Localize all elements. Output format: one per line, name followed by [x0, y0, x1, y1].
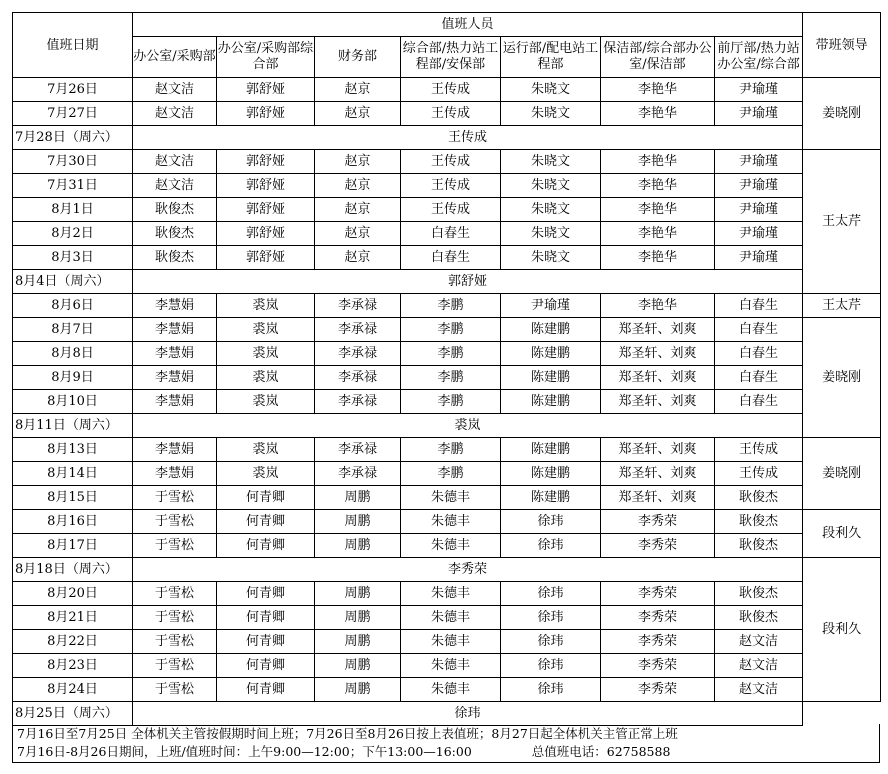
staff-cell: 尹瑜瑾 — [715, 150, 803, 174]
table-row — [13, 582, 881, 606]
staff-cell: 于雪松 — [133, 678, 217, 702]
date-cell: 8月16日 — [13, 510, 133, 534]
staff-cell: 朱晓文 — [501, 78, 601, 102]
staff-cell: 郭舒娅 — [217, 198, 315, 222]
date-cell: 8月3日 — [13, 246, 133, 270]
staff-cell: 李艳华 — [601, 198, 715, 222]
staff-cell: 尹瑜瑾 — [501, 294, 601, 318]
staff-cell: 李慧娟 — [133, 390, 217, 414]
table-row — [13, 366, 881, 390]
date-cell: 8月20日 — [13, 582, 133, 606]
staff-cell: 何青卿 — [217, 486, 315, 510]
staff-cell: 李慧娟 — [133, 318, 217, 342]
staff-cell: 徐玮 — [501, 534, 601, 558]
staff-cell: 赵文洁 — [715, 630, 803, 654]
staff-cell: 赵文洁 — [715, 654, 803, 678]
staff-cell: 赵文洁 — [133, 150, 217, 174]
table-row — [13, 390, 881, 414]
note-hours: 7月16日-8月26日期间，上班/值班时间：上午9:00—12:00；下午13:00—16:00 — [17, 744, 472, 759]
staff-cell: 李鹏 — [401, 438, 501, 462]
weekend-date-cell: 8月11日（周六） — [13, 414, 133, 438]
staff-cell: 耿俊杰 — [133, 222, 217, 246]
staff-cell: 耿俊杰 — [715, 606, 803, 630]
staff-cell: 何青卿 — [217, 510, 315, 534]
staff-cell: 耿俊杰 — [715, 582, 803, 606]
staff-cell: 李秀荣 — [601, 606, 715, 630]
roster-notes — [12, 724, 880, 763]
staff-cell: 耿俊杰 — [715, 510, 803, 534]
leader-cell: 姜晓刚 — [803, 78, 881, 150]
staff-cell: 王传成 — [715, 438, 803, 462]
staff-cell: 朱德丰 — [401, 534, 501, 558]
staff-cell: 何青卿 — [217, 678, 315, 702]
staff-cell: 朱德丰 — [401, 510, 501, 534]
date-cell: 8月14日 — [13, 462, 133, 486]
staff-cell: 周鹏 — [315, 510, 401, 534]
table-row — [13, 606, 881, 630]
staff-cell: 尹瑜瑾 — [715, 102, 803, 126]
staff-cell: 李秀荣 — [601, 678, 715, 702]
staff-cell: 于雪松 — [133, 630, 217, 654]
staff-cell: 白春生 — [715, 318, 803, 342]
staff-cell: 裘岚 — [217, 438, 315, 462]
staff-cell: 白春生 — [715, 366, 803, 390]
column-header-dept: 保洁部/综合部办公室/保洁部 — [601, 37, 715, 78]
staff-cell: 赵京 — [315, 222, 401, 246]
weekend-row — [13, 702, 881, 726]
staff-cell: 赵文洁 — [133, 78, 217, 102]
staff-cell: 尹瑜瑾 — [715, 174, 803, 198]
staff-cell: 李鹏 — [401, 462, 501, 486]
staff-cell: 耿俊杰 — [715, 534, 803, 558]
staff-cell: 王传成 — [401, 198, 501, 222]
table-row — [13, 438, 881, 462]
staff-cell: 朱德丰 — [401, 606, 501, 630]
column-header-leader: 带班领导 — [803, 13, 881, 78]
staff-cell: 李秀荣 — [601, 630, 715, 654]
date-cell: 8月22日 — [13, 630, 133, 654]
staff-cell: 陈建鹏 — [501, 318, 601, 342]
staff-cell: 裘岚 — [217, 390, 315, 414]
staff-cell: 王传成 — [715, 462, 803, 486]
date-cell: 8月7日 — [13, 318, 133, 342]
staff-cell: 李承禄 — [315, 294, 401, 318]
column-header-dept: 综合部/热力站工程部/安保部 — [401, 37, 501, 78]
staff-cell: 郭舒娅 — [217, 150, 315, 174]
staff-cell: 王传成 — [401, 150, 501, 174]
staff-cell: 裘岚 — [217, 462, 315, 486]
staff-cell: 李慧娟 — [133, 342, 217, 366]
date-cell: 8月1日 — [13, 198, 133, 222]
staff-cell: 李艳华 — [601, 294, 715, 318]
staff-cell: 郭舒娅 — [217, 246, 315, 270]
staff-cell: 李承禄 — [315, 462, 401, 486]
staff-cell: 李秀荣 — [601, 534, 715, 558]
date-cell: 8月10日 — [13, 390, 133, 414]
leader-cell: 段利久 — [803, 558, 881, 702]
header-row — [13, 13, 881, 37]
column-header-dept: 前厅部/热力站办公室/综合部 — [715, 37, 803, 78]
staff-cell: 于雪松 — [133, 606, 217, 630]
column-header-dept: 办公室/采购部综合部 — [217, 37, 315, 78]
staff-cell: 郑圣轩、刘爽 — [601, 390, 715, 414]
date-cell: 8月17日 — [13, 534, 133, 558]
staff-cell: 尹瑜瑾 — [715, 246, 803, 270]
staff-cell: 王传成 — [401, 78, 501, 102]
staff-cell: 朱德丰 — [401, 486, 501, 510]
staff-cell: 赵文洁 — [133, 174, 217, 198]
weekend-date-cell: 7月28日（周六） — [13, 126, 133, 150]
staff-cell: 郑圣轩、刘爽 — [601, 366, 715, 390]
staff-cell: 周鹏 — [315, 654, 401, 678]
staff-cell: 朱德丰 — [401, 654, 501, 678]
date-cell: 7月31日 — [13, 174, 133, 198]
staff-cell: 陈建鹏 — [501, 486, 601, 510]
staff-cell: 耿俊杰 — [133, 246, 217, 270]
staff-cell: 于雪松 — [133, 534, 217, 558]
table-row — [13, 318, 881, 342]
staff-cell: 周鹏 — [315, 678, 401, 702]
weekend-duty-person: 徐玮 — [133, 702, 803, 726]
staff-cell: 郭舒娅 — [217, 222, 315, 246]
table-row — [13, 294, 881, 318]
staff-cell: 李秀荣 — [601, 582, 715, 606]
weekend-date-cell: 8月18日（周六） — [13, 558, 133, 582]
staff-cell: 徐玮 — [501, 606, 601, 630]
leader-cell: 姜晓刚 — [803, 438, 881, 510]
weekend-row — [13, 270, 881, 294]
leader-cell: 姜晓刚 — [803, 318, 881, 438]
column-header-dept: 运行部/配电站工程部 — [501, 37, 601, 78]
staff-cell: 赵京 — [315, 246, 401, 270]
staff-cell: 李慧娟 — [133, 366, 217, 390]
staff-cell: 何青卿 — [217, 582, 315, 606]
staff-cell: 徐玮 — [501, 654, 601, 678]
staff-cell: 李承禄 — [315, 342, 401, 366]
staff-cell: 李艳华 — [601, 78, 715, 102]
staff-cell: 尹瑜瑾 — [715, 222, 803, 246]
note-hotline: 总值班电话：62758588 — [531, 744, 671, 759]
staff-cell: 裘岚 — [217, 342, 315, 366]
staff-cell: 尹瑜瑾 — [715, 78, 803, 102]
note-hours-line — [17, 743, 879, 761]
staff-cell: 郑圣轩、刘爽 — [601, 438, 715, 462]
staff-cell: 郭舒娅 — [217, 174, 315, 198]
table-row — [13, 198, 881, 222]
staff-cell: 李鹏 — [401, 366, 501, 390]
staff-cell: 李艳华 — [601, 246, 715, 270]
staff-cell: 周鹏 — [315, 486, 401, 510]
date-cell: 8月13日 — [13, 438, 133, 462]
staff-cell: 徐玮 — [501, 582, 601, 606]
staff-cell: 李鹏 — [401, 318, 501, 342]
staff-cell: 朱德丰 — [401, 678, 501, 702]
staff-cell: 陈建鹏 — [501, 438, 601, 462]
date-cell: 8月8日 — [13, 342, 133, 366]
table-row — [13, 222, 881, 246]
leader-cell: 王太芹 — [803, 150, 881, 294]
date-cell: 8月6日 — [13, 294, 133, 318]
date-cell: 8月9日 — [13, 366, 133, 390]
staff-cell: 李艳华 — [601, 102, 715, 126]
date-cell: 8月23日 — [13, 654, 133, 678]
staff-cell: 陈建鹏 — [501, 342, 601, 366]
leader-cell: 王太芹 — [803, 294, 881, 318]
staff-cell: 徐玮 — [501, 630, 601, 654]
leader-cell: 段利久 — [803, 510, 881, 558]
staff-cell: 王传成 — [401, 102, 501, 126]
date-cell: 8月2日 — [13, 222, 133, 246]
staff-cell: 郑圣轩、刘爽 — [601, 486, 715, 510]
staff-cell: 郑圣轩、刘爽 — [601, 318, 715, 342]
note-schedule: 7月16日至7月25日 全体机关主管按假期时间上班；7月26日至8月26日按上表值班；8月27日起全体机关主管正常上班 — [17, 726, 678, 741]
table-row — [13, 654, 881, 678]
duty-roster-table — [12, 12, 881, 726]
table-row — [13, 486, 881, 510]
staff-cell: 李秀荣 — [601, 510, 715, 534]
staff-cell: 赵文洁 — [133, 102, 217, 126]
weekend-duty-person: 王传成 — [133, 126, 803, 150]
staff-cell: 陈建鹏 — [501, 390, 601, 414]
table-row — [13, 630, 881, 654]
staff-cell: 李艳华 — [601, 222, 715, 246]
staff-cell: 李承禄 — [315, 318, 401, 342]
staff-cell: 何青卿 — [217, 534, 315, 558]
staff-cell: 于雪松 — [133, 510, 217, 534]
staff-cell: 裘岚 — [217, 366, 315, 390]
table-row — [13, 678, 881, 702]
table-row — [13, 78, 881, 102]
staff-cell: 耿俊杰 — [133, 198, 217, 222]
column-header-date: 值班日期 — [13, 13, 133, 78]
staff-cell: 陈建鹏 — [501, 462, 601, 486]
weekend-row — [13, 558, 881, 582]
staff-cell: 于雪松 — [133, 654, 217, 678]
staff-cell: 朱晓文 — [501, 198, 601, 222]
staff-cell: 周鹏 — [315, 606, 401, 630]
staff-cell: 郭舒娅 — [217, 102, 315, 126]
date-cell: 7月27日 — [13, 102, 133, 126]
staff-cell: 周鹏 — [315, 630, 401, 654]
staff-cell: 赵京 — [315, 102, 401, 126]
table-row — [13, 510, 881, 534]
column-header-staff-group: 值班人员 — [133, 13, 803, 37]
table-row — [13, 150, 881, 174]
staff-cell: 赵京 — [315, 78, 401, 102]
staff-cell: 李承禄 — [315, 366, 401, 390]
staff-cell: 李鹏 — [401, 390, 501, 414]
staff-cell: 李慧娟 — [133, 438, 217, 462]
staff-cell: 尹瑜瑾 — [715, 198, 803, 222]
column-header-dept: 财务部 — [315, 37, 401, 78]
staff-cell: 赵京 — [315, 150, 401, 174]
weekend-duty-person: 裘岚 — [133, 414, 803, 438]
date-cell: 8月15日 — [13, 486, 133, 510]
date-cell: 8月24日 — [13, 678, 133, 702]
staff-cell: 李慧娟 — [133, 462, 217, 486]
table-row — [13, 534, 881, 558]
staff-cell: 徐玮 — [501, 678, 601, 702]
weekend-date-cell: 8月25日（周六） — [13, 702, 133, 726]
staff-cell: 裘岚 — [217, 294, 315, 318]
staff-cell: 朱晓文 — [501, 150, 601, 174]
staff-cell: 耿俊杰 — [715, 486, 803, 510]
staff-cell: 白春生 — [715, 294, 803, 318]
roster-container — [12, 12, 880, 726]
staff-cell: 赵文洁 — [715, 678, 803, 702]
weekend-date-cell: 8月4日（周六） — [13, 270, 133, 294]
staff-cell: 李艳华 — [601, 150, 715, 174]
staff-cell: 李慧娟 — [133, 294, 217, 318]
staff-cell: 李秀荣 — [601, 654, 715, 678]
staff-cell: 李承禄 — [315, 438, 401, 462]
staff-cell: 朱晓文 — [501, 246, 601, 270]
staff-cell: 郑圣轩、刘爽 — [601, 342, 715, 366]
staff-cell: 白春生 — [715, 342, 803, 366]
staff-cell: 李鹏 — [401, 342, 501, 366]
table-row — [13, 342, 881, 366]
table-row — [13, 102, 881, 126]
date-cell: 8月21日 — [13, 606, 133, 630]
staff-cell: 李艳华 — [601, 174, 715, 198]
staff-cell: 王传成 — [401, 174, 501, 198]
staff-cell: 裘岚 — [217, 318, 315, 342]
table-row — [13, 174, 881, 198]
weekend-duty-person: 李秀荣 — [133, 558, 803, 582]
staff-cell: 于雪松 — [133, 486, 217, 510]
table-row — [13, 462, 881, 486]
staff-cell: 郭舒娅 — [217, 78, 315, 102]
staff-cell: 徐玮 — [501, 510, 601, 534]
staff-cell: 赵京 — [315, 174, 401, 198]
staff-cell: 何青卿 — [217, 654, 315, 678]
staff-cell: 朱德丰 — [401, 630, 501, 654]
staff-cell: 于雪松 — [133, 582, 217, 606]
weekend-row — [13, 414, 881, 438]
staff-cell: 朱晓文 — [501, 174, 601, 198]
staff-cell: 周鹏 — [315, 534, 401, 558]
staff-cell: 白春生 — [401, 222, 501, 246]
staff-cell: 李承禄 — [315, 390, 401, 414]
table-row — [13, 246, 881, 270]
staff-cell: 周鹏 — [315, 582, 401, 606]
weekend-duty-person: 郭舒娅 — [133, 270, 803, 294]
staff-cell: 陈建鹏 — [501, 366, 601, 390]
staff-cell: 白春生 — [715, 390, 803, 414]
staff-cell: 朱德丰 — [401, 582, 501, 606]
weekend-row — [13, 126, 881, 150]
staff-cell: 朱晓文 — [501, 102, 601, 126]
department-header-row — [13, 37, 881, 78]
staff-cell: 李鹏 — [401, 294, 501, 318]
staff-cell: 郑圣轩、刘爽 — [601, 462, 715, 486]
staff-cell: 何青卿 — [217, 606, 315, 630]
staff-cell: 白春生 — [401, 246, 501, 270]
staff-cell: 赵京 — [315, 198, 401, 222]
staff-cell: 何青卿 — [217, 630, 315, 654]
date-cell: 7月26日 — [13, 78, 133, 102]
staff-cell: 朱晓文 — [501, 222, 601, 246]
date-cell: 7月30日 — [13, 150, 133, 174]
column-header-dept: 办公室/采购部 — [133, 37, 217, 78]
